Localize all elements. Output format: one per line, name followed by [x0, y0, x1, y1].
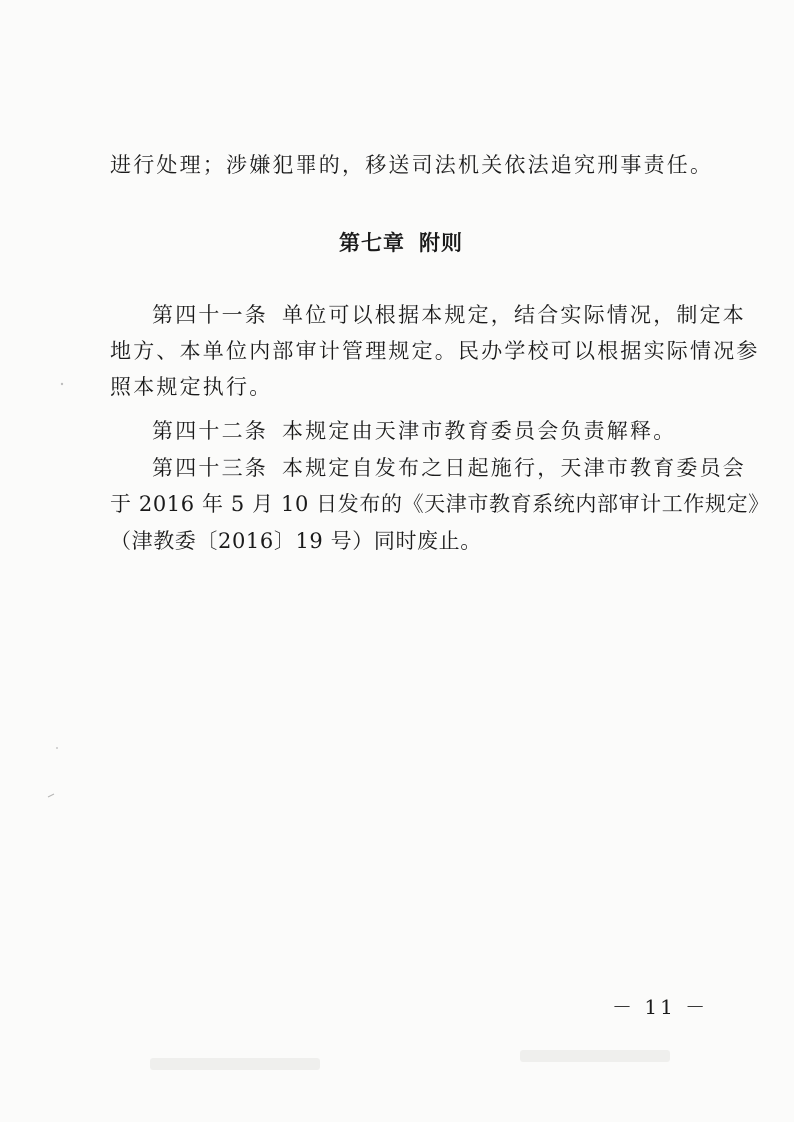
article-41-line-3: 照本规定执行。: [110, 375, 273, 399]
article-42-label: 第四十二条: [152, 419, 268, 443]
chapter-title: 附则: [419, 231, 463, 255]
chapter-number: 第七章: [339, 231, 405, 255]
article-41-label: 第四十一条: [152, 303, 268, 327]
article-43-label: 第四十三条: [152, 456, 268, 480]
article-41-text-1: 单位可以根据本规定，结合实际情况，制定本: [282, 303, 746, 327]
article-43-text-1: 本规定自发布之日起施行，天津市教育委员会: [282, 456, 746, 480]
article-43-line-2: 于 2016 年 5 月 10 日发布的《天津市教育系统内部审计工作规定》: [110, 492, 770, 516]
continuation-line: 进行处理；涉嫌犯罪的，移送司法机关依法追究刑事责任。: [110, 153, 714, 177]
page-number: － 11 －: [612, 995, 709, 1019]
article-42-text-1: 本规定由天津市教育委员会负责解释。: [282, 419, 677, 443]
article-43-line-3: （津教委〔2016〕19 号）同时废止。: [110, 529, 482, 553]
article-41-line-2: 地方、本单位内部审计管理规定。民办学校可以根据实际情况参: [110, 339, 760, 363]
